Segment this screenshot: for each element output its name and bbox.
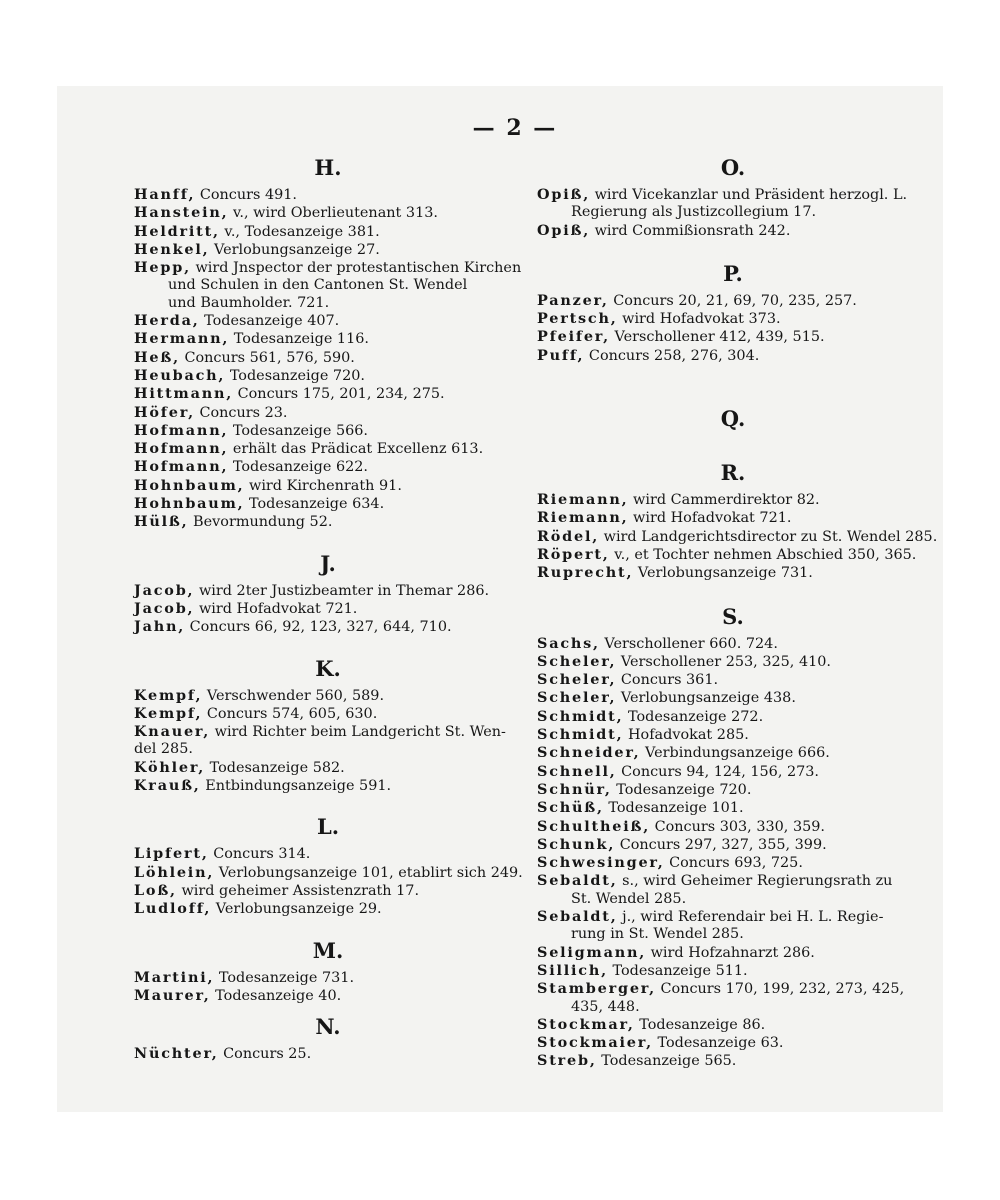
entry-name: Heß, bbox=[134, 348, 180, 366]
entry-name: Hofmann, bbox=[134, 458, 229, 476]
entry-name: Jacob, bbox=[134, 599, 195, 617]
entry-text: Concurs 561, 576, 590. bbox=[179, 349, 355, 366]
index-entry bbox=[134, 513, 522, 531]
entry-text: wird geheimer Assistenzrath 17. bbox=[176, 882, 420, 899]
entry-name: Krauß, bbox=[134, 777, 201, 795]
entry-name: Sachs, bbox=[537, 634, 600, 652]
index-entry bbox=[134, 312, 522, 330]
entry-text: wird Jnspector der protestantischen Kirchen bbox=[190, 260, 522, 277]
entry-continuation: rung in St. Wendel 285. bbox=[571, 926, 744, 943]
index-entry bbox=[537, 1052, 929, 1070]
entry-name: Kempf, bbox=[134, 704, 203, 722]
entry-name: Scheler, bbox=[537, 652, 617, 670]
index-entry bbox=[537, 962, 929, 980]
section-spacer bbox=[537, 437, 929, 455]
index-entry bbox=[537, 781, 929, 799]
index-entry bbox=[537, 726, 929, 744]
entry-text: Todesanzeige 634. bbox=[244, 496, 385, 513]
entry-text: wird Hofadvokat 721. bbox=[628, 510, 792, 527]
section-letter-heading: S. bbox=[722, 603, 744, 629]
entry-name: Riemann, bbox=[537, 491, 629, 509]
index-entry bbox=[537, 653, 929, 671]
entry-text: Concurs 574, 605, 630. bbox=[202, 705, 378, 722]
entry-text: Todesanzeige 511. bbox=[607, 962, 748, 979]
entry-text: v., wird Oberlieutenant 313. bbox=[228, 205, 438, 222]
section-letter-heading: H. bbox=[314, 155, 342, 180]
entry-name: Hofmann, bbox=[134, 440, 229, 458]
entry-name: Schnür, bbox=[537, 780, 612, 798]
page-number: — 2 — bbox=[472, 115, 558, 141]
entry-name: Loß, bbox=[134, 881, 177, 899]
entry-text: Todesanzeige 407. bbox=[199, 313, 340, 330]
section-letter-heading: N. bbox=[315, 1014, 341, 1040]
entry-text: Concurs 25. bbox=[218, 1046, 312, 1063]
entry-name: Schmidt, bbox=[537, 726, 624, 744]
entry-name: Höfer, bbox=[134, 403, 195, 421]
index-entry bbox=[537, 347, 929, 365]
entry-text: Bevormundung 52. bbox=[188, 514, 333, 531]
entry-name: Heldritt, bbox=[134, 222, 220, 240]
entry-text: Todesanzeige 272. bbox=[623, 708, 764, 725]
section-letter-heading: L. bbox=[316, 814, 340, 840]
entry-name: Riemann, bbox=[537, 509, 629, 527]
entry-text: Concurs 491. bbox=[195, 187, 297, 203]
index-entry bbox=[134, 440, 522, 458]
index-entry bbox=[537, 328, 929, 346]
entry-name: Stockmaier, bbox=[537, 1034, 653, 1052]
index-column-right bbox=[537, 150, 938, 1071]
entry-name: Ludloff, bbox=[134, 900, 212, 918]
entry-name: Sebaldt, bbox=[537, 908, 618, 926]
entry-name: Nüchter, bbox=[134, 1045, 219, 1063]
entry-text: Todesanzeige 582. bbox=[205, 759, 345, 776]
entry-text: Entbindungsanzeige 591. bbox=[200, 778, 392, 795]
entry-text: Todesanzeige 40. bbox=[210, 987, 342, 1004]
entry-name: Schultheiß, bbox=[537, 817, 651, 835]
index-entry bbox=[537, 980, 929, 998]
section-spacer bbox=[134, 795, 522, 809]
index-entry bbox=[134, 404, 522, 422]
entry-name: Knauer, bbox=[134, 723, 211, 741]
section-spacer bbox=[134, 637, 522, 651]
entry-text: j., wird Referendair bei H. L. Regie- bbox=[617, 909, 884, 926]
index-entry bbox=[134, 969, 522, 987]
entry-name: Schüß, bbox=[537, 799, 604, 817]
index-entry bbox=[537, 744, 929, 762]
index-entry bbox=[537, 854, 929, 872]
section-letter-heading: J. bbox=[320, 550, 336, 576]
entry-name: Jacob, bbox=[134, 581, 195, 599]
entry-text: erhält das Prädicat Excellenz 613. bbox=[228, 441, 484, 458]
entry-text: Verschwender 560, 589. bbox=[202, 687, 385, 704]
entry-text: Todesanzeige 86. bbox=[634, 1016, 766, 1033]
entry-name: Schunk, bbox=[537, 835, 616, 853]
entry-name: Schwesinger, bbox=[537, 854, 665, 872]
entry-name: Hohnbaum, bbox=[134, 476, 245, 494]
entry-text: Verbindungsanzeige 666. bbox=[640, 745, 830, 762]
entry-name: Puff, bbox=[537, 346, 585, 364]
entry-name: Schmidt, bbox=[537, 707, 624, 725]
entry-name: Hermann, bbox=[134, 330, 230, 348]
entry-text: Verlobungsanzeige 438. bbox=[616, 690, 796, 707]
entry-text: Concurs 314. bbox=[208, 846, 311, 863]
index-entry bbox=[134, 618, 522, 636]
entry-text: Concurs 303, 330, 359. bbox=[650, 818, 825, 835]
index-entry bbox=[537, 527, 938, 546]
entry-name: Opiß, bbox=[537, 221, 591, 239]
entry-text: Concurs 297, 327, 355, 399. bbox=[615, 836, 827, 853]
entry-text: wird 2ter Justizbeamter in Themar 286. bbox=[194, 582, 490, 599]
index-entry bbox=[134, 349, 522, 367]
entry-name: Löhlein, bbox=[134, 863, 215, 881]
entry-text: Verlobungsanzeige 27. bbox=[209, 241, 380, 258]
entry-text: Hofadvokat 285. bbox=[623, 727, 749, 744]
entry-name: Schnell, bbox=[537, 762, 617, 780]
entry-text: Todesanzeige 731. bbox=[214, 969, 355, 986]
entry-text: wird Landgerichtsdirector zu St. Wendel 285. bbox=[599, 528, 938, 545]
entry-name: Rödel, bbox=[537, 527, 600, 545]
entry-name: Stockmar, bbox=[537, 1015, 635, 1033]
index-entry bbox=[537, 872, 929, 890]
entry-text: Todesanzeige 720. bbox=[225, 367, 365, 384]
entry-text: Concurs 66, 92, 123, 327, 644, 710. bbox=[185, 619, 452, 636]
entry-continuation: und Schulen in den Cantonen St. Wendel bbox=[168, 277, 468, 294]
section-spacer bbox=[134, 532, 522, 546]
entry-text: Concurs 693, 725. bbox=[664, 855, 803, 872]
index-entry bbox=[537, 1034, 929, 1052]
entry-name: Scheler, bbox=[537, 689, 617, 707]
entry-text: Verlobungsanzeige 101, etablirt sich 249. bbox=[214, 864, 523, 881]
index-entry bbox=[134, 777, 522, 795]
entry-name: Lipfert, bbox=[134, 845, 209, 863]
index-entry bbox=[537, 763, 929, 781]
entry-continuation: del 285. bbox=[134, 741, 193, 758]
entry-name: Hittmann, bbox=[134, 385, 234, 403]
entry-name: Maurer, bbox=[134, 986, 211, 1004]
index-entry bbox=[537, 491, 929, 509]
entry-text: wird Kirchenrath 91. bbox=[244, 477, 402, 494]
index-entry bbox=[134, 723, 522, 741]
entry-name: Kempf, bbox=[134, 686, 203, 704]
entry-name: Köhler, bbox=[134, 758, 206, 776]
entry-name: Schneider, bbox=[537, 744, 641, 762]
entry-name: Panzer, bbox=[537, 291, 609, 309]
entry-text: v., et Tochter nehmen Abschied 350, 365. bbox=[609, 546, 917, 563]
index-entry bbox=[134, 422, 522, 440]
index-entry bbox=[134, 845, 522, 863]
index-entry bbox=[134, 367, 522, 385]
section-letter-heading: Q. bbox=[720, 406, 746, 432]
index-entry bbox=[134, 241, 522, 259]
entry-text: Verschollener 412, 439, 515. bbox=[609, 329, 825, 346]
index-entry bbox=[537, 908, 929, 926]
entry-text: Todesanzeige 720. bbox=[611, 781, 752, 798]
index-entry bbox=[537, 671, 929, 689]
entry-name: Hanstein, bbox=[134, 204, 229, 222]
index-entry bbox=[537, 546, 929, 564]
entry-name: Sebaldt, bbox=[537, 872, 618, 890]
index-entry bbox=[134, 582, 522, 600]
index-entry bbox=[134, 987, 522, 1005]
entry-text: Todesanzeige 116. bbox=[229, 331, 369, 348]
entry-name: Henkel, bbox=[134, 240, 210, 258]
index-entry bbox=[537, 944, 929, 962]
index-entry bbox=[537, 509, 929, 527]
index-entry bbox=[134, 186, 522, 204]
entry-name: Scheler, bbox=[537, 671, 617, 689]
index-entry bbox=[134, 1045, 522, 1063]
entry-name: Pertsch, bbox=[537, 310, 618, 328]
entry-name: Hepp, bbox=[134, 259, 191, 277]
index-entry bbox=[537, 799, 929, 817]
index-column-left bbox=[134, 150, 522, 1063]
entry-text: wird Commißionsrath 242. bbox=[590, 222, 791, 239]
entry-text: Todesanzeige 566. bbox=[228, 422, 369, 439]
entry-name: Hanff, bbox=[134, 186, 196, 203]
index-entry bbox=[537, 1016, 929, 1034]
index-entry bbox=[134, 223, 522, 241]
entry-text: wird Hofadvokat 373. bbox=[617, 311, 781, 328]
index-entry bbox=[537, 708, 929, 726]
index-entry bbox=[134, 882, 522, 900]
index-entry bbox=[537, 222, 929, 240]
entry-name: Pfeifer, bbox=[537, 328, 610, 346]
section-letter-heading: P. bbox=[723, 260, 743, 286]
index-entry bbox=[134, 458, 522, 476]
entry-text: Todesanzeige 565. bbox=[596, 1053, 737, 1070]
entry-text: Concurs 94, 124, 156, 273. bbox=[616, 763, 820, 780]
index-entry bbox=[537, 818, 929, 836]
entry-continuation: und Baumholder. 721. bbox=[168, 294, 330, 311]
index-entry bbox=[134, 330, 522, 348]
section-spacer bbox=[134, 919, 522, 933]
index-entry bbox=[537, 635, 929, 653]
index-entry bbox=[134, 705, 522, 723]
entry-text: Todesanzeige 101. bbox=[603, 800, 744, 817]
entry-text: wird Hofadvokat 721. bbox=[194, 600, 358, 617]
entry-continuation: St. Wendel 285. bbox=[571, 890, 687, 907]
entry-text: Concurs 258, 276, 304. bbox=[584, 347, 760, 364]
index-entry bbox=[537, 310, 929, 328]
index-entry bbox=[134, 495, 522, 513]
index-entry bbox=[537, 689, 929, 707]
index-entry bbox=[134, 600, 522, 618]
entry-text: Concurs 361. bbox=[616, 672, 719, 689]
entry-text: wird Richter beim Landgericht St. Wen- bbox=[210, 724, 506, 741]
entry-name: Herda, bbox=[134, 312, 200, 330]
entry-name: Seligmann, bbox=[537, 943, 647, 961]
index-entry bbox=[134, 385, 522, 403]
section-letter-heading: O. bbox=[720, 155, 746, 180]
index-entry bbox=[134, 759, 522, 777]
index-entry bbox=[134, 864, 522, 882]
entry-name: Martini, bbox=[134, 968, 215, 986]
entry-text: Concurs 20, 21, 69, 70, 235, 257. bbox=[608, 292, 857, 309]
entry-name: Ruprecht, bbox=[537, 564, 634, 582]
entry-text: s., wird Geheimer Regierungsrath zu bbox=[617, 873, 893, 890]
entry-text: Concurs 175, 201, 234, 275. bbox=[233, 386, 445, 403]
index-entry bbox=[134, 477, 522, 495]
entry-name: Heubach, bbox=[134, 366, 226, 384]
entry-text: Todesanzeige 622. bbox=[228, 459, 369, 476]
entry-text: Verschollener 253, 325, 410. bbox=[616, 653, 831, 670]
entry-text: Concurs 23. bbox=[194, 404, 288, 421]
entry-name: Sillich, bbox=[537, 961, 608, 979]
entry-name: Jahn, bbox=[134, 618, 186, 636]
entry-text: wird Vicekanzlar und Präsident herzogl. L. bbox=[590, 187, 908, 203]
entry-text: Concurs 170, 199, 232, 273, 425, bbox=[655, 981, 905, 998]
index-entry bbox=[537, 564, 929, 582]
entry-name: Hofmann, bbox=[134, 421, 229, 439]
index-entry bbox=[134, 687, 522, 705]
entry-name: Hülß, bbox=[134, 513, 189, 531]
index-entry bbox=[134, 900, 522, 918]
section-spacer bbox=[537, 365, 929, 401]
entry-text: v., Todesanzeige 381. bbox=[219, 223, 380, 240]
index-entry bbox=[134, 204, 522, 222]
entry-text: Todesanzeige 63. bbox=[652, 1035, 784, 1052]
entry-text: wird Cammerdirektor 82. bbox=[628, 492, 820, 509]
entry-name: Hohnbaum, bbox=[134, 495, 245, 513]
entry-name: Opiß, bbox=[537, 186, 591, 203]
entry-name: Röpert, bbox=[537, 545, 610, 563]
entry-text: wird Hofzahnarzt 286. bbox=[646, 944, 815, 961]
entry-name: Stamberger, bbox=[537, 980, 656, 998]
section-letter-heading: M. bbox=[312, 937, 344, 963]
index-entry bbox=[134, 259, 522, 277]
index-entry bbox=[537, 836, 929, 854]
section-spacer bbox=[537, 240, 929, 256]
entry-name: Streb, bbox=[537, 1052, 597, 1070]
index-entry bbox=[537, 292, 929, 310]
entry-text: Verlobungsanzeige 29. bbox=[211, 901, 382, 918]
entry-continuation: Regierung als Justizcollegium 17. bbox=[571, 204, 817, 221]
entry-continuation: 435, 448. bbox=[571, 998, 640, 1015]
section-letter-heading: R. bbox=[720, 460, 746, 486]
index-entry bbox=[537, 186, 929, 204]
entry-text: Verlobungsanzeige 731. bbox=[633, 565, 813, 582]
section-spacer bbox=[537, 583, 929, 599]
entry-text: Verschollener 660. 724. bbox=[599, 635, 778, 652]
section-letter-heading: K. bbox=[315, 655, 341, 681]
